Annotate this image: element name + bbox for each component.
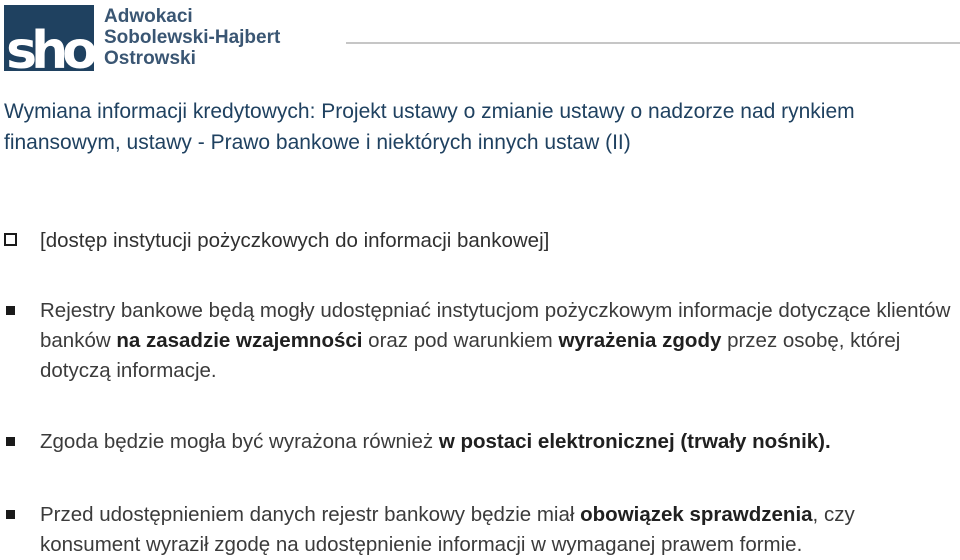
slide-title: Wymiana informacji kredytowych: Projekt ustawy o zmianie ustawy o nadzorze nad rynkiem finansowym, ustawy - Prawo bankowe i niektórych innych ustaw (II)	[4, 100, 855, 154]
logo-name-line-1: Adwokaci	[104, 6, 193, 27]
bullet-3-text-b: , czy konsument wyraził zgodę na udostępnienie informacji w wymaganej prawem formie.	[40, 503, 855, 556]
bullet-1-text-b: oraz pod warunkiem	[362, 329, 559, 352]
bullet-2-emphasis-a: w postaci elektronicznej (trwały nośnik).	[438, 430, 831, 453]
section-heading: [dostęp instytucji pożyczkowych do informacji bankowej]	[40, 229, 550, 252]
square-bullet-icon	[6, 510, 15, 519]
bullet-3-text-a: Przed udostępnieniem danych rejestr bankowy będzie miał	[40, 503, 581, 526]
bullet-2-text-a: Zgoda będzie mogła być wyrażona również	[40, 430, 439, 453]
bullet-3-emphasis-a: obowiązek sprawdzenia	[580, 503, 813, 526]
logo-mark-text: sho	[6, 21, 92, 81]
logo-mark	[4, 5, 94, 81]
bullet-1-emphasis-b: wyrażenia zgody	[558, 329, 722, 352]
square-bullet-icon	[6, 437, 15, 446]
header-divider	[346, 42, 960, 44]
bullet-1-text-c: przez osobę, której dotyczą informacje.	[40, 329, 901, 382]
checkbox-square-icon	[4, 233, 17, 246]
bullet-text-2	[40, 427, 955, 457]
logo-name-line-3: Ostrowski	[104, 48, 196, 69]
square-bullet-icon	[6, 306, 15, 315]
bullet-1-text-a: Rejestry bankowe będą mogły udostępniać instytucjom pożyczkowym informacje dotyczące klientów banków	[40, 299, 951, 352]
bullet-text-3	[40, 500, 955, 560]
logo-firm-name	[104, 6, 280, 69]
bullet-1-emphasis-a: na zasadzie wzajemności	[116, 329, 363, 352]
logo-name-line-2: Sobolewski-Hajbert	[104, 27, 281, 48]
bullet-text-1	[40, 296, 955, 386]
